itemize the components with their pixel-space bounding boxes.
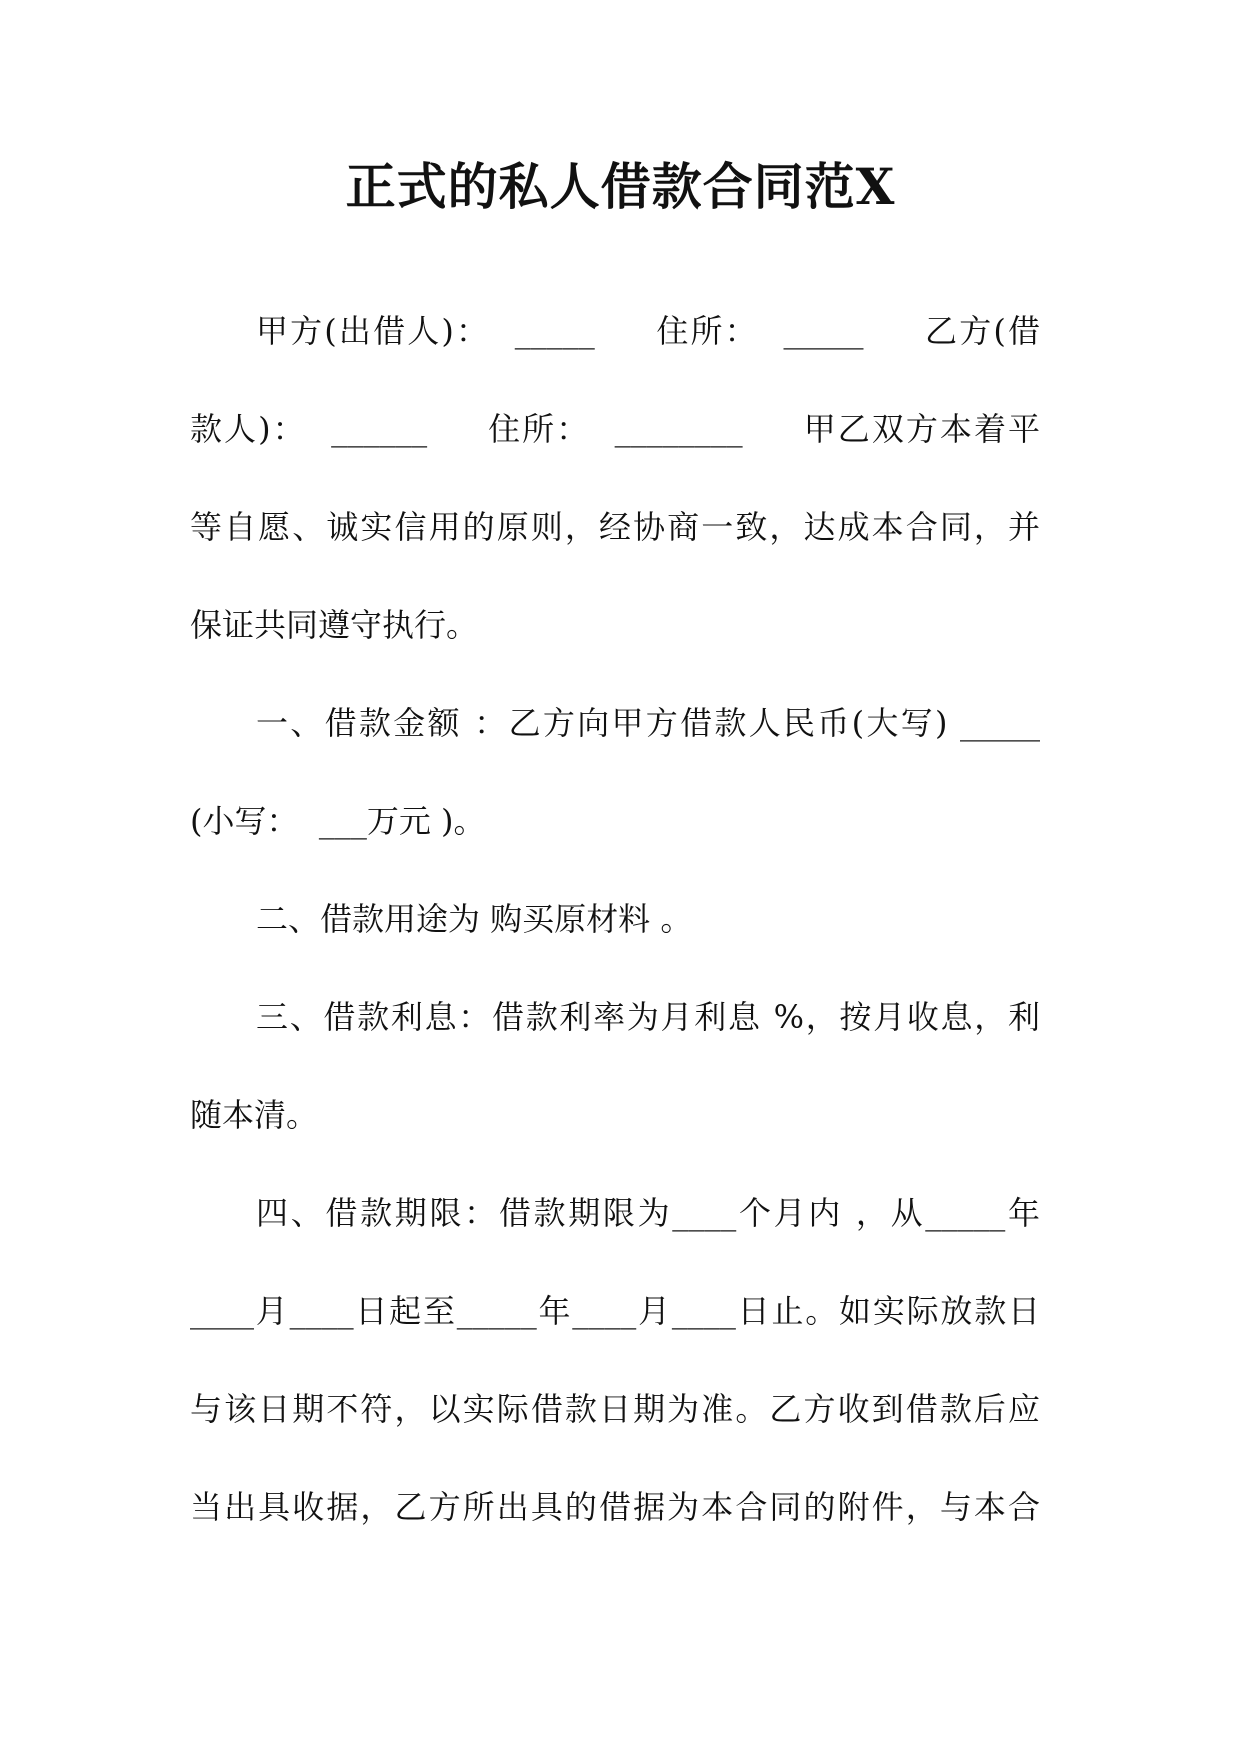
clause-line: 与该日期不符，以实际借款日期为准。乙方收到借款后应 [190, 1390, 1040, 1428]
clause-line: (小写： ___万元 )。 [190, 802, 486, 840]
clause-line: 三、借款利息：借款利率为月利息 %，按月收息，利 [256, 998, 1040, 1036]
paragraph-line: 等自愿、诚实信用的原则，经协商一致，达成本合同，并 [190, 508, 1040, 546]
clause-line: 四、借款期限：借款期限为____个月内 ，从_____年 [256, 1194, 1040, 1232]
clause-line: 当出具收据，乙方所出具的借据为本合同的附件，与本合 [190, 1488, 1040, 1526]
clause-line: 一、借款金额 ：乙方向甲方借款人民币(大写) _____ [256, 704, 1040, 742]
document-body [190, 296, 1040, 1570]
clause-line: 二、借款用途为 购买原材料 。 [256, 900, 693, 938]
paragraph-line: 甲方(出借人)： _____ 住所： _____ 乙方(借 [256, 312, 1040, 350]
clause-line: 随本清。 [190, 1096, 319, 1134]
paragraph-line: 款人)： ______ 住所： ________ 甲乙双方本着平 [190, 410, 1040, 448]
paragraph-line: 保证共同遵守执行。 [190, 606, 479, 644]
clause-line: ____月____日起至_____年____月____日止。如实际放款日 [190, 1292, 1040, 1330]
document-title: 正式的私人借款合同范X [345, 157, 896, 216]
